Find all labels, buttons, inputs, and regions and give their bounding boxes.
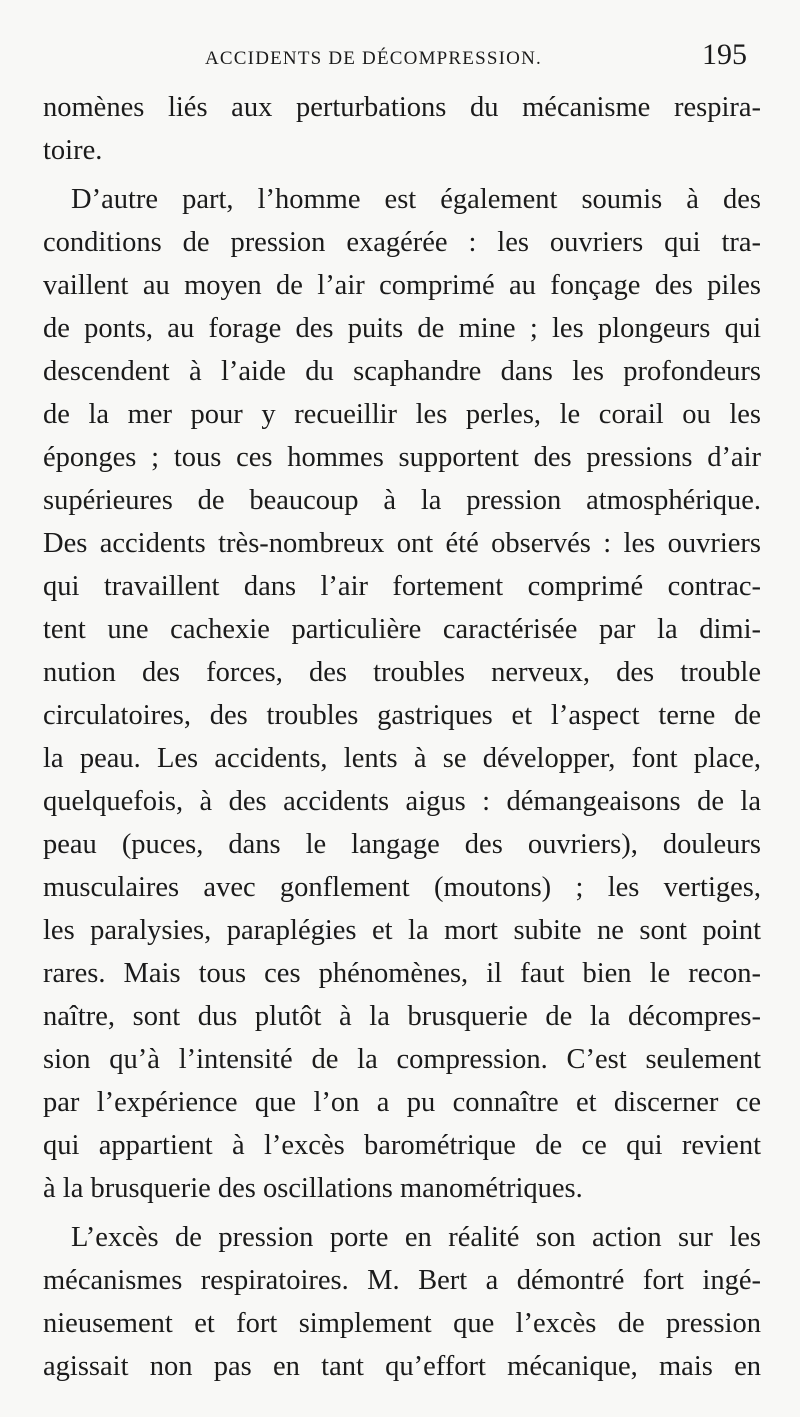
text-line: peau (puces, dans le langage des ouvriers), douleurs (43, 829, 761, 860)
text-line: descendent à l’aide du scaphandre dans les profondeurs (43, 356, 761, 387)
text-line: éponges ; tous ces hommes supportent des pressions d’air (43, 442, 761, 473)
text-line: circulatoires, des troubles gastriques et l’aspect terne de (43, 700, 761, 731)
text-line: musculaires avec gonflement (moutons) ; les vertiges, (43, 872, 761, 903)
running-head (0, 38, 800, 78)
text-line: conditions de pression exagérée : les ouvriers qui tra- (43, 227, 761, 258)
text-line: nieusement et fort simplement que l’excès de pression (43, 1308, 761, 1339)
text-line: nomènes liés aux perturbations du mécanisme respira- (43, 92, 761, 123)
body-text (43, 86, 761, 1388)
text-line: tent une cachexie particulière caractérisée par la dimi- (43, 614, 761, 645)
running-title: ACCIDENTS DE DÉCOMPRESSION. (205, 48, 542, 69)
text-line: naître, sont dus plutôt à la brusquerie de la décompres- (43, 1001, 761, 1032)
text-line: par l’expérience que l’on a pu connaître et discerner ce (43, 1087, 761, 1118)
text-line: la peau. Les accidents, lents à se développer, font place, (43, 743, 761, 774)
text-line: Des accidents très-nombreux ont été observés : les ouvriers (43, 528, 761, 559)
text-line: sion qu’à l’intensité de la compression. C’est seulement (43, 1044, 761, 1075)
text-line: à la brusquerie des oscillations manométriques. (43, 1173, 583, 1204)
text-line: mécanismes respiratoires. M. Bert a démontré fort ingé- (43, 1265, 761, 1296)
text-line: de ponts, au forage des puits de mine ; les plongeurs qui (43, 313, 761, 344)
text-line: agissait non pas en tant qu’effort mécanique, mais en (43, 1351, 761, 1382)
text-line: rares. Mais tous ces phénomènes, il faut bien le recon- (43, 958, 761, 989)
text-line: nution des forces, des troubles nerveux, des trouble (43, 657, 761, 688)
text-line: vaillent au moyen de l’air comprimé au fonçage des piles (43, 270, 761, 301)
text-line: D’autre part, l’homme est également soumis à des (71, 184, 761, 215)
text-line: qui travaillent dans l’air fortement comprimé contrac- (43, 571, 761, 602)
page-number: 195 (702, 38, 747, 71)
text-line: supérieures de beaucoup à la pression atmosphérique. (43, 485, 761, 516)
text-line: L’excès de pression porte en réalité son action sur les (71, 1222, 761, 1253)
text-line: qui appartient à l’excès barométrique de ce qui revient (43, 1130, 761, 1161)
text-line: toire. (43, 135, 103, 166)
text-line: les paralysies, paraplégies et la mort subite ne sont point (43, 915, 761, 946)
text-line: quelquefois, à des accidents aigus : démangeaisons de la (43, 786, 761, 817)
text-line: de la mer pour y recueillir les perles, le corail ou les (43, 399, 761, 430)
